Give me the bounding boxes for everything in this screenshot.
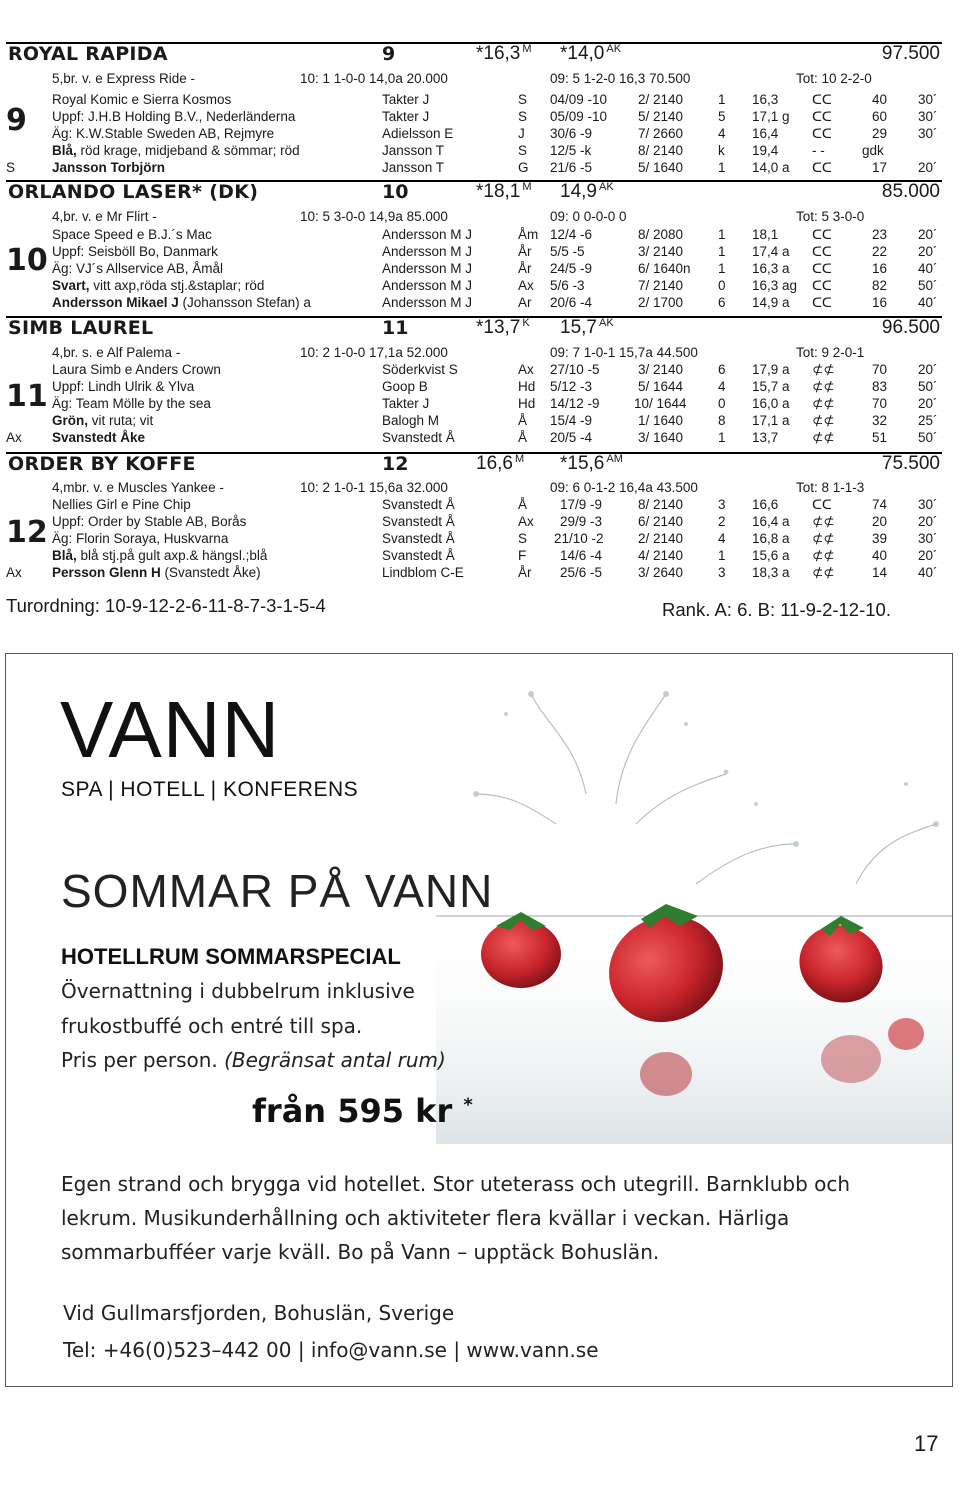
total-prize: 96.500 bbox=[881, 317, 940, 338]
horse-name: SIMB LAUREL bbox=[8, 317, 154, 339]
total-prize: 85.000 bbox=[881, 181, 940, 202]
total-prize: 75.500 bbox=[881, 453, 940, 474]
record-auto: *18,1 $^M$ bbox=[476, 181, 532, 202]
start-row: Äg: VJ´s Allservice AB, Åmål Andersson M J År 24/5 -9 6/ 1640n 1 16,3 a ᑕᑕ 16 40´ bbox=[52, 261, 938, 276]
offer-title: HOTELLRUM SOMMARSPECIAL bbox=[61, 944, 401, 969]
record-volt: 15,7 $^{AK}$ bbox=[560, 317, 614, 338]
start-number: 12 bbox=[382, 453, 409, 475]
start-row: Andersson Mikael J (Johansson Stefan) a Andersson M J Ar 20/6 -4 2/ 1700 6 14,9 a ᑕᑕ 16 40´ bbox=[52, 295, 938, 310]
start-row: Uppf: Seisböll Bo, Danmark Andersson M J År 5/5 -5 3/ 2140 1 17,4 a ᑕᑕ 22 20´ bbox=[52, 244, 938, 259]
offer-line: Pris per person. (Begränsat antal rum) bbox=[61, 1048, 446, 1072]
start-row: Uppf: Lindh Ulrik & Ylva Goop B Hd 5/12 -3 5/ 1644 4 15,7 a ⊄⊄ 83 50´ bbox=[52, 379, 938, 394]
start-number: 9 bbox=[382, 43, 396, 65]
ad-subtitle: SPA | HOTELL | KONFERENS bbox=[61, 778, 359, 801]
horse-name: ROYAL RAPIDA bbox=[8, 43, 168, 65]
start-row: Royal Komic e Sierra Kosmos Takter J S 04/09 -10 2/ 2140 1 16,3 ᑕᑕ 40 30´ bbox=[52, 92, 938, 107]
start-row: Blå, röd krage, midjeband & sömmar; röd Jansson T S 12/5 -k 8/ 2140 k 19,4 - - gdk bbox=[52, 143, 884, 158]
total-prize: 97.500 bbox=[881, 43, 940, 64]
start-number: 11 bbox=[382, 317, 409, 339]
start-row: Ax Svanstedt Åke Svanstedt Å Å 20/5 -4 3/ 1640 1 13,7 ⊄⊄ 51 50´ bbox=[6, 430, 938, 445]
advertisement bbox=[5, 653, 953, 1387]
horse-name: ORDER BY KOFFE bbox=[8, 453, 196, 475]
start-row: S Jansson Torbjörn Jansson T G 21/6 -5 5/ 1640 1 14,0 a ᑕᑕ 17 20´ bbox=[6, 160, 938, 175]
ad-location: Vid Gullmarsfjorden, Bohuslän, Sverige bbox=[63, 1301, 455, 1325]
offer-line: frukostbuffé och entré till spa. bbox=[61, 1014, 363, 1038]
strawberry-splash-image bbox=[436, 654, 953, 1144]
start-row: Svart, vitt axp,röda stj.&staplar; röd Andersson M J Ax 5/6 -3 7/ 2140 0 16,3 ag ᑕᑕ 82 50´ bbox=[52, 278, 938, 293]
record-volt: *14,0 $^{AK}$ bbox=[560, 43, 622, 64]
start-row: Grön, vit ruta; vit Balogh M Å 15/4 -9 1/ 1640 8 17,1 a ⊄⊄ 32 25´ bbox=[52, 413, 938, 428]
offer-line: Övernattning i dubbelrum inklusive bbox=[61, 979, 415, 1003]
horse-name: ORLANDO LASER* (DK) bbox=[8, 181, 259, 203]
start-row: Laura Simb e Anders Crown Söderkvist S Ax 27/10 -5 3/ 2140 6 17,9 a ⊄⊄ 70 20´ bbox=[52, 362, 938, 377]
start-row: Nellies Girl e Pine Chip Svanstedt Å Å 17/9 -9 8/ 2140 3 16,6 ᑕᑕ 74 30´ bbox=[52, 497, 938, 512]
record-volt: *15,6 $^{AM}$ bbox=[560, 453, 623, 474]
info-row: 4,br. s. e Alf Palema - 10: 2 1-0-0 17,1a 52.000 09: 7 1-0-1 15,7a 44.500 Tot: 9 2-0-1 bbox=[52, 345, 865, 360]
start-row: Äg: Florin Soraya, Huskvarna Svanstedt Å S 21/10 -2 2/ 2140 4 16,8 a ⊄⊄ 39 30´ bbox=[52, 531, 938, 546]
ad-description: Egen strand och brygga vid hotellet. Stor uteterass och utegrill. Barnklubb och lekrum. Musikunderhållning och aktiviteter flera kvällar i veckan. Härliga sommarbufféer varje kväll. Bo på Vann – upptäck Bohuslän. bbox=[61, 1172, 851, 1264]
ranking: Rank. A: 6. B: 11-9-2-12-10. bbox=[662, 599, 891, 620]
start-row: Space Speed e B.J.´s Mac Andersson M J Åm 12/4 -6 8/ 2080 1 18,1 ᑕᑕ 23 20´ bbox=[52, 227, 938, 242]
start-row: Ax Persson Glenn H (Svanstedt Åke) Lindblom C-E År 25/6 -5 3/ 2640 3 18,3 a ⊄⊄ 14 40´ bbox=[6, 565, 938, 580]
info-row: 4,br. v. e Mr Flirt - 10: 5 3-0-0 14,9a 85.000 09: 0 0-0-0 0 Tot: 5 3-0-0 bbox=[52, 209, 865, 224]
page-number: 17 bbox=[914, 1431, 939, 1456]
big-start-number: 12 bbox=[6, 515, 48, 550]
start-row: Äg: K.W.Stable Sweden AB, Rejmyre Adielsson E J 30/6 -9 7/ 2660 4 16,4 ᑕᑕ 29 30´ bbox=[52, 126, 938, 141]
start-number: 10 bbox=[382, 181, 409, 203]
record-volt: 14,9 $^{AK}$ bbox=[560, 181, 614, 202]
info-row: 4,mbr. v. e Muscles Yankee - 10: 2 1-0-1 15,6a 32.000 09: 6 0-1-2 16,4a 43.500 Tot: 8 1-1-3 bbox=[52, 480, 865, 495]
ad-headline: SOMMAR PÅ VANN bbox=[61, 865, 494, 917]
water-splash bbox=[476, 694, 936, 884]
big-start-number: 10 bbox=[6, 243, 48, 278]
start-row: Blå, blå stj.på gult axp.& hängsl.;blå Svanstedt Å F 14/6 -4 4/ 2140 1 15,6 a ⊄⊄ 40 20´ bbox=[52, 548, 938, 563]
start-row: Uppf: J.H.B Holding B.V., Nederländerna Takter J S 05/09 -10 5/ 2140 5 17,1 g ᑕᑕ 60 30´ bbox=[52, 109, 938, 124]
record-auto: *13,7 $^K$ bbox=[476, 317, 530, 338]
vann-logo: VANN bbox=[60, 685, 281, 774]
big-start-number: 9 bbox=[6, 103, 27, 138]
race-order: Turordning: 10-9-12-2-6-11-8-7-3-1-5-4 bbox=[6, 595, 326, 616]
ad-contact-info[interactable]: Tel: +46(0)523–442 00 | info@vann.se | www.vann.se bbox=[63, 1338, 599, 1362]
offer-price: från 595 kr * bbox=[252, 1092, 473, 1130]
big-start-number: 11 bbox=[6, 379, 48, 414]
record-auto: 16,6 $^M$ bbox=[476, 453, 525, 474]
start-row: Äg: Team Mölle by the sea Takter J Hd 14/12 -9 10/ 1644 0 16,0 a ⊄⊄ 70 20´ bbox=[52, 396, 938, 411]
record-auto: *16,3 $^M$ bbox=[476, 43, 532, 64]
start-row: Uppf: Order by Stable AB, Borås Svanstedt Å Ax 29/9 -3 6/ 2140 2 16,4 a ⊄⊄ 20 20´ bbox=[52, 514, 938, 529]
info-row: 5,br. v. e Express Ride - 10: 1 1-0-0 14,0a 20.000 09: 5 1-2-0 16,3 70.500 Tot: 10 2-2-0 bbox=[52, 71, 872, 86]
